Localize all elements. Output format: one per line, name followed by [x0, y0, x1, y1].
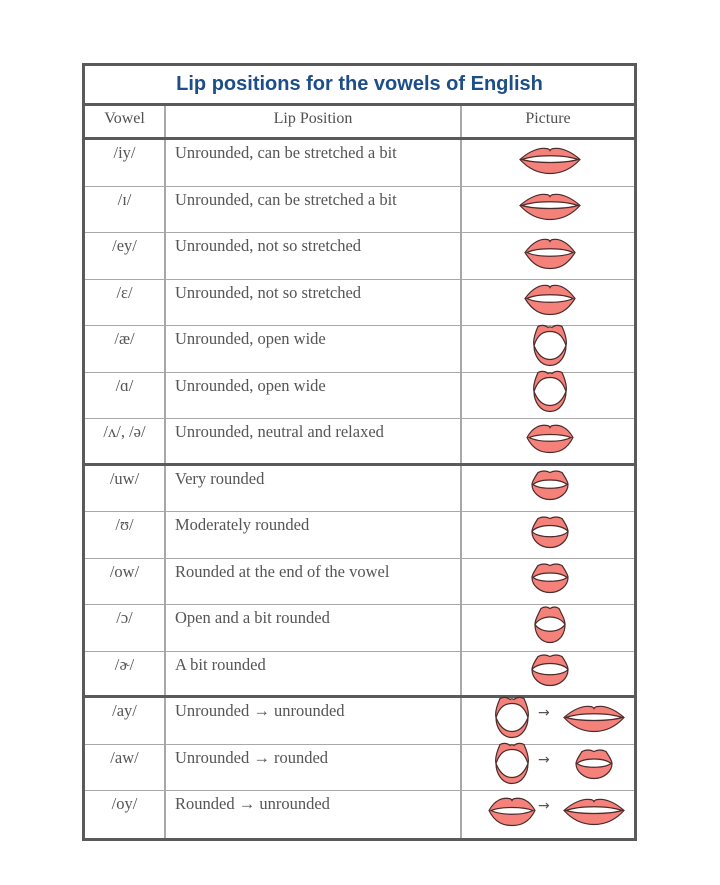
picture-cell [462, 559, 634, 605]
table-title: Lip positions for the vowels of English [85, 66, 634, 106]
table-row [85, 419, 634, 466]
open-wide-lips-icon [494, 695, 530, 746]
lip-position-cell: Unrounded, can be stretched a bit [166, 140, 462, 186]
table-row [85, 791, 634, 838]
picture-cell [462, 373, 634, 419]
lip-position-cell: Unrounded, open wide [166, 326, 462, 372]
table-row [85, 466, 634, 513]
arrow-icon: → [538, 705, 550, 721]
table-row [85, 280, 634, 327]
spread-lips-icon [523, 282, 577, 323]
lip-position-cell: Unrounded, neutral and relaxed [166, 419, 462, 463]
vowel-cell: /oy/ [85, 791, 166, 838]
open-rounded-lips-icon [533, 604, 567, 651]
vowel-cell: /ey/ [85, 233, 166, 279]
vowel-cell: /ɛ/ [85, 280, 166, 326]
picture-cell [462, 605, 634, 651]
picture-cell [462, 791, 634, 838]
very-rounded-lips-icon [574, 748, 614, 787]
vowel-cell: /æ/ [85, 326, 166, 372]
picture-cell [462, 419, 634, 463]
table-row [85, 326, 634, 373]
lip-position-cell: Unrounded, can be stretched a bit [166, 187, 462, 233]
lip-position-cell: Unrounded → unrounded [166, 698, 462, 744]
picture-cell [462, 280, 634, 326]
lip-position-cell: Rounded at the end of the vowel [166, 559, 462, 605]
lip-position-cell: Rounded → unrounded [166, 791, 462, 838]
picture-cell [462, 512, 634, 558]
arrow-icon: → [538, 798, 550, 814]
stretched-lips-icon [562, 796, 626, 833]
table-row [85, 605, 634, 652]
header-row [85, 106, 634, 140]
table-body [85, 140, 634, 838]
vowel-cell: /uw/ [85, 466, 166, 512]
moderately-rounded-lips-icon [530, 514, 570, 555]
vowel-cell: /ɔ/ [85, 605, 166, 651]
very-rounded-lips-icon [530, 469, 570, 508]
vowel-cell: /ɪ/ [85, 187, 166, 233]
picture-cell [462, 140, 634, 186]
header-picture: Picture [525, 110, 571, 127]
table-row [85, 652, 634, 699]
vowel-cell: /aw/ [85, 745, 166, 791]
very-rounded-lips-icon [530, 562, 570, 601]
open-wide-lips-icon [494, 742, 530, 793]
neutral-lips-icon [525, 421, 575, 460]
open-wide-lips-icon [532, 323, 568, 374]
table-row [85, 140, 634, 187]
header-vowel: Vowel [85, 106, 166, 137]
stretched-lips-icon [518, 191, 582, 228]
vowel-lip-table [82, 63, 637, 841]
stretched-lips-icon [518, 144, 582, 181]
picture-cell [462, 698, 634, 744]
vowel-cell: /ay/ [85, 698, 166, 744]
vowel-cell: /iy/ [85, 140, 166, 186]
picture-cell [462, 233, 634, 279]
vowel-cell: /ɑ/ [85, 373, 166, 419]
table-row [85, 745, 634, 792]
table-row [85, 512, 634, 559]
lip-position-cell: Moderately rounded [166, 512, 462, 558]
lip-position-cell: Unrounded, not so stretched [166, 280, 462, 326]
table-row [85, 187, 634, 234]
table-row [85, 373, 634, 420]
open-wide-lips-icon [532, 370, 568, 421]
stretched-lips-icon [562, 702, 626, 739]
arrow-icon: → [538, 751, 550, 768]
header-lip-position: Lip Position [166, 106, 462, 137]
lip-position-cell: A bit rounded [166, 652, 462, 696]
picture-cell [462, 466, 634, 512]
picture-cell [462, 187, 634, 233]
vowel-cell: /ow/ [85, 559, 166, 605]
lip-position-cell: Unrounded → rounded [166, 745, 462, 791]
moderately-rounded-lips-icon [530, 653, 570, 694]
spread-lips-icon [523, 235, 577, 276]
lip-position-cell: Very rounded [166, 466, 462, 512]
vowel-cell: /ʊ/ [85, 512, 166, 558]
vowel-cell: /ʌ/, /ə/ [85, 419, 166, 463]
picture-cell [462, 652, 634, 696]
picture-cell [462, 745, 634, 791]
picture-cell [462, 326, 634, 372]
table-row [85, 698, 634, 745]
table-row [85, 559, 634, 606]
neutral-lips-icon [487, 795, 537, 834]
table-row [85, 233, 634, 280]
lip-position-cell: Unrounded, open wide [166, 373, 462, 419]
lip-position-cell: Unrounded, not so stretched [166, 233, 462, 279]
lip-position-cell: Open and a bit rounded [166, 605, 462, 651]
vowel-cell: /ɚ/ [85, 652, 166, 696]
